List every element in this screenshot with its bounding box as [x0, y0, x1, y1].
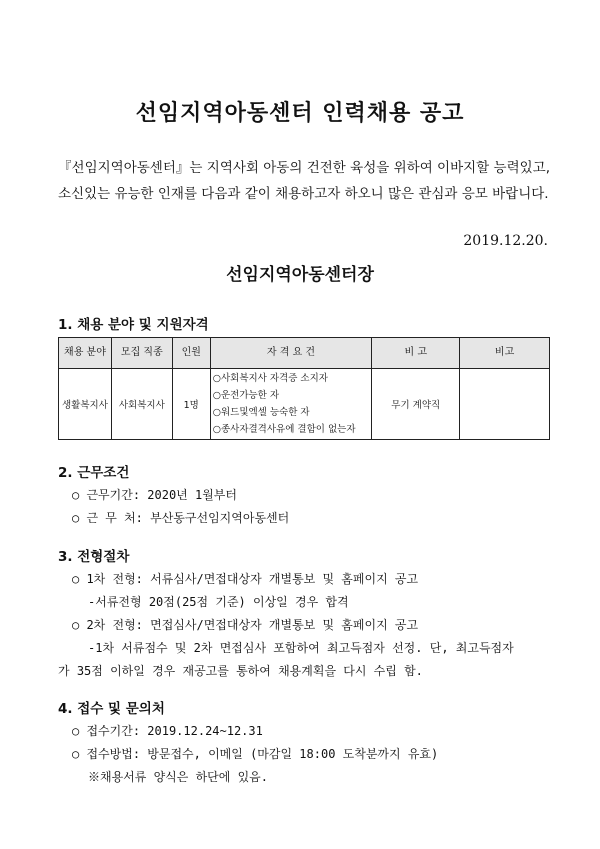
table-row [59, 369, 550, 440]
requirement-item: ○워드및엑셀 능숙한 자 [212, 407, 310, 418]
requirement-item: ○운전가능한 자 [212, 390, 280, 401]
page-title: 선임지역아동센터 인력채용 공고 [135, 101, 465, 126]
header-count: 인원 [172, 338, 210, 369]
cell-job: 사회복지사 [111, 369, 172, 440]
stage-1-detail: -서류전형 20점(25점 기준) 이상일 경우 합격 [88, 595, 349, 609]
stage-2-detail: -1차 서류점수 및 2차 면접심사 포함하여 최고득점자 선정. 단, 최고득점자 [88, 641, 514, 655]
header-job: 모집 직종 [111, 338, 172, 369]
requirement-item: ○사회복지사 자격증 소지자 [212, 373, 328, 384]
application-method: ○ 접수방법: 방문접수, 이메일 (마감일 18:00 도착분까지 유효) [72, 747, 439, 761]
section-3-title: 3. 전형절차 [58, 549, 130, 565]
header-field: 채용 분야 [59, 338, 112, 369]
signature: 선임지역아동센터장 [226, 265, 374, 285]
header-requirements: 자 격 요 건 [210, 338, 372, 369]
requirement-item: ○종사자결격사유에 결함이 없는자 [212, 424, 356, 435]
application-period: ○ 접수기간: 2019.12.24~12.31 [72, 724, 263, 738]
header-note-1: 비 고 [372, 338, 460, 369]
cell-note-2 [460, 369, 550, 440]
work-place: ○ 근 무 처: 부산동구선임지역아동센터 [72, 511, 290, 525]
stage-2: ○ 2차 전형: 면접심사/면접대상자 개별통보 및 홈페이지 공고 [72, 618, 419, 632]
work-period: ○ 근무기간: 2020년 1월부터 [72, 488, 237, 502]
forms-note: ※채용서류 양식은 하단에 있음. [88, 770, 269, 784]
section-4-title: 4. 접수 및 문의처 [58, 701, 165, 717]
stage-2-detail-cont: 가 35점 이하일 경우 재공고를 통하여 채용계획을 다시 수립 함. [58, 664, 423, 678]
section-1-title: 1. 채용 분야 및 지원자격 [58, 317, 209, 333]
notice-date: 2019.12.20. [463, 233, 548, 249]
cell-requirements [210, 369, 372, 440]
section-2-title: 2. 근무조건 [58, 465, 130, 481]
intro-paragraph: 『선임지역아동센터』는 지역사회 아동의 건전한 육성을 위하여 이바지할 능력있고, 소신있는 유능한 인재를 다음과 같이 채용하고자 하오니 많은 관심과 응모 바랍니다. [58, 160, 550, 202]
header-note-2: 비고 [460, 338, 550, 369]
cell-note-1: 무기 계약직 [372, 369, 460, 440]
stage-1: ○ 1차 전형: 서류심사/면접대상자 개별통보 및 홈페이지 공고 [72, 572, 419, 586]
cell-field: 생활복지사 [59, 369, 112, 440]
recruitment-table [58, 337, 550, 440]
cell-count: 1명 [172, 369, 210, 440]
table-header-row [59, 338, 550, 369]
